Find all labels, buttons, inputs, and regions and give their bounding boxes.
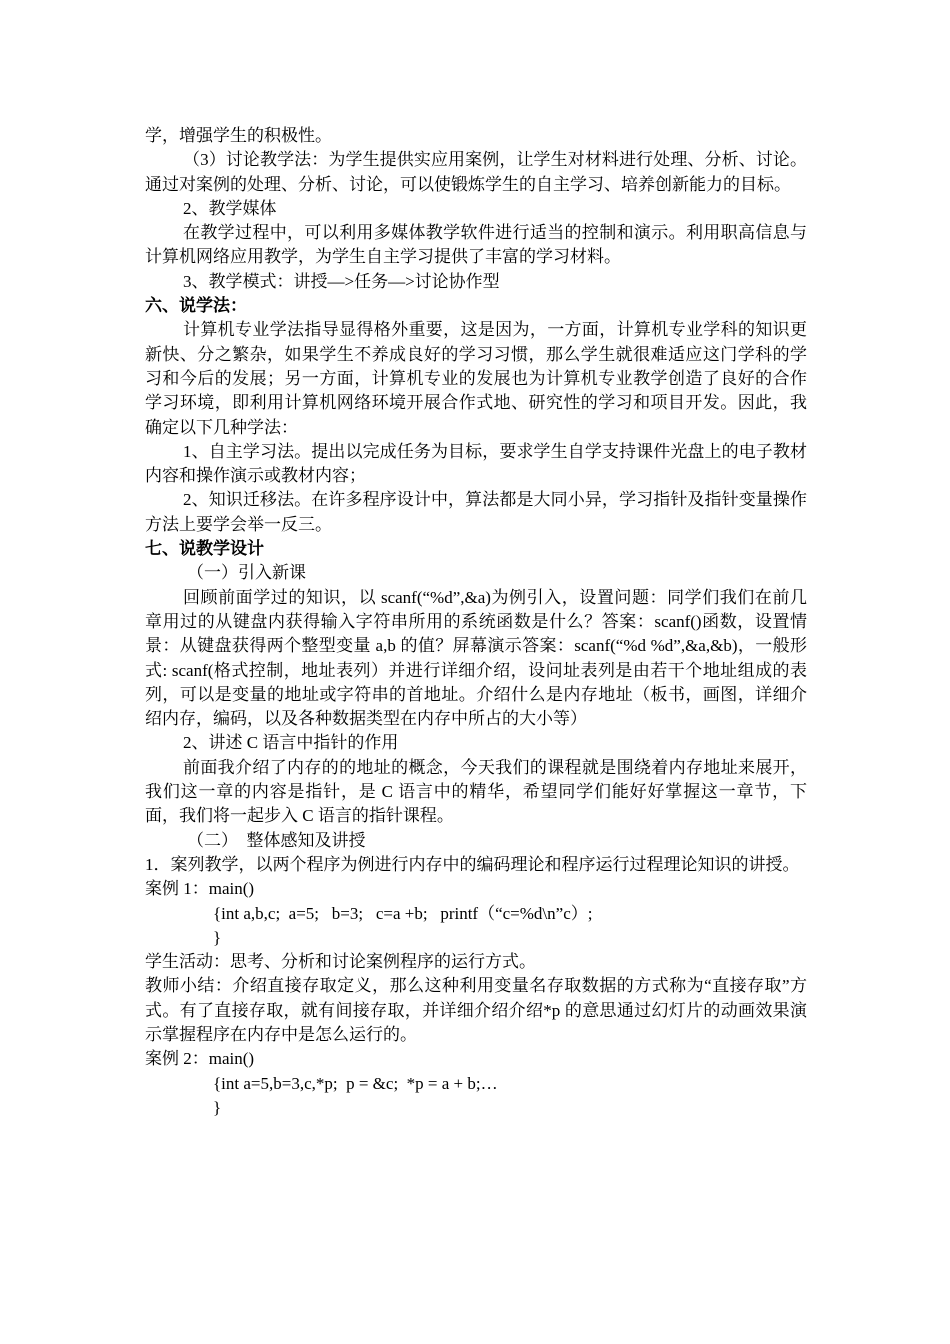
paragraph: 计算机专业学法指导显得格外重要，这是因为，一方面，计算机专业学科的知识更新快、分之繁杂，如果学生不养成良好的学习习惯，那么学生就很难适应这门学科的学习和今后的发展；另一方面，计算机专业的发展也为计算机专业教学创造了良好的合作学习环境，即利用计算机网络环境开展合作式地、研究性的学习和项目开发。因此，我确定以下几种学法：	[145, 320, 807, 437]
paragraph: 回顾前面学过的知识，以 scanf(“%d”,&a)为例引入，设置问题：同学们我们在前几章用过的从键盘内获得输入字符串所用的系统函数是什么？答案：scanf()函数，设置情景：从键盘获得两个整型变量 a,b 的值？屏幕演示答案：scanf(“%d %d”,&a,&b)，一般形式: scanf(格式控制，地址表列）并进行详细介绍，设问址表列是由若干个地址组成的表列，可以是变量的地址或字符串的首地址。介绍什么是内存地址（板书，画图，详细介绍内存，编码，以及各种数据类型在内存中所占的大小等）	[145, 587, 807, 729]
paragraph: 学，增强学生的积极性。	[145, 126, 332, 145]
paragraph: 前面我介绍了内存的的地址的概念，今天我们的课程就是围绕着内存地址来展开，我们这一章的内容是指针，是 C 语言中的精华，希望同学们能好好掌握这一章节，下面，我们将一起步入 C 语言的指针课程。	[145, 757, 807, 826]
section-heading-study-method: 六、说学法：	[145, 296, 247, 316]
subheading-pointer-role: 2、讲述 C 语言中指针的作用	[183, 733, 399, 753]
subheading-overall: （二） 整体感知及讲授	[187, 830, 366, 850]
paragraph-self-study: 1、自主学习法。提出以完成任务为目标，要求学生自学支持课件光盘上的电子教材内容和操作演示或教材内容；	[145, 441, 807, 486]
paragraph-knowledge-transfer: 2、知识迁移法。在许多程序设计中，算法都是大同小异，学习指针及指针变量操作方法上要学会举一反三。	[145, 490, 807, 534]
paragraph-discussion-method: （3）讨论教学法：为学生提供实应用案例，让学生对材料进行处理、分析、讨论。通过对案例的处理、分析、讨论，可以使锻炼学生的自主学习、培养创新能力的目标。	[145, 150, 807, 194]
section-heading-teaching-design: 七、说教学设计	[145, 539, 264, 559]
subheading-intro: （一）引入新课	[187, 563, 306, 583]
paragraph: 在教学过程中，可以利用多媒体教学软件进行适当的控制和演示。利用职高信息与计算机网络应用教学，为学生自主学习提供了丰富的学习材料。	[145, 223, 807, 267]
code-line: {int a=5,b=3,c,*p; p = &c; *p = a + b;…	[213, 1073, 498, 1093]
subheading-teaching-media: 2、教学媒体	[183, 198, 277, 218]
paragraph: 1．案列教学，以两个程序为例进行内存中的编码理论和程序运行过程理论知识的讲授。	[145, 854, 800, 874]
case-label-2: 案例 2：main()	[145, 1049, 255, 1069]
paragraph-teacher-summary: 教师小结：介绍直接存取定义，那么这种利用变量名存取数据的方式称为“直接存取”方式。有了直接存取，就有间接存取，并详细介绍介绍*p 的意思通过幻灯片的动画效果演示掌握程序在内存中是怎么运行的。	[145, 976, 807, 1044]
code-line: {int a,b,c; a=5; b=3; c=a +b; printf（“c=%d\n”c）;	[213, 903, 593, 923]
code-line: }	[213, 927, 222, 947]
case-label-1: 案例 1：main()	[145, 879, 255, 899]
paragraph-student-activity: 学生活动：思考、分析和讨论案例程序的运行方式。	[145, 952, 536, 972]
document-page	[145, 124, 807, 1120]
code-line: }	[213, 1097, 222, 1117]
subheading-teaching-mode: 3、教学模式：讲授—>任务—>讨论协作型	[183, 271, 500, 291]
